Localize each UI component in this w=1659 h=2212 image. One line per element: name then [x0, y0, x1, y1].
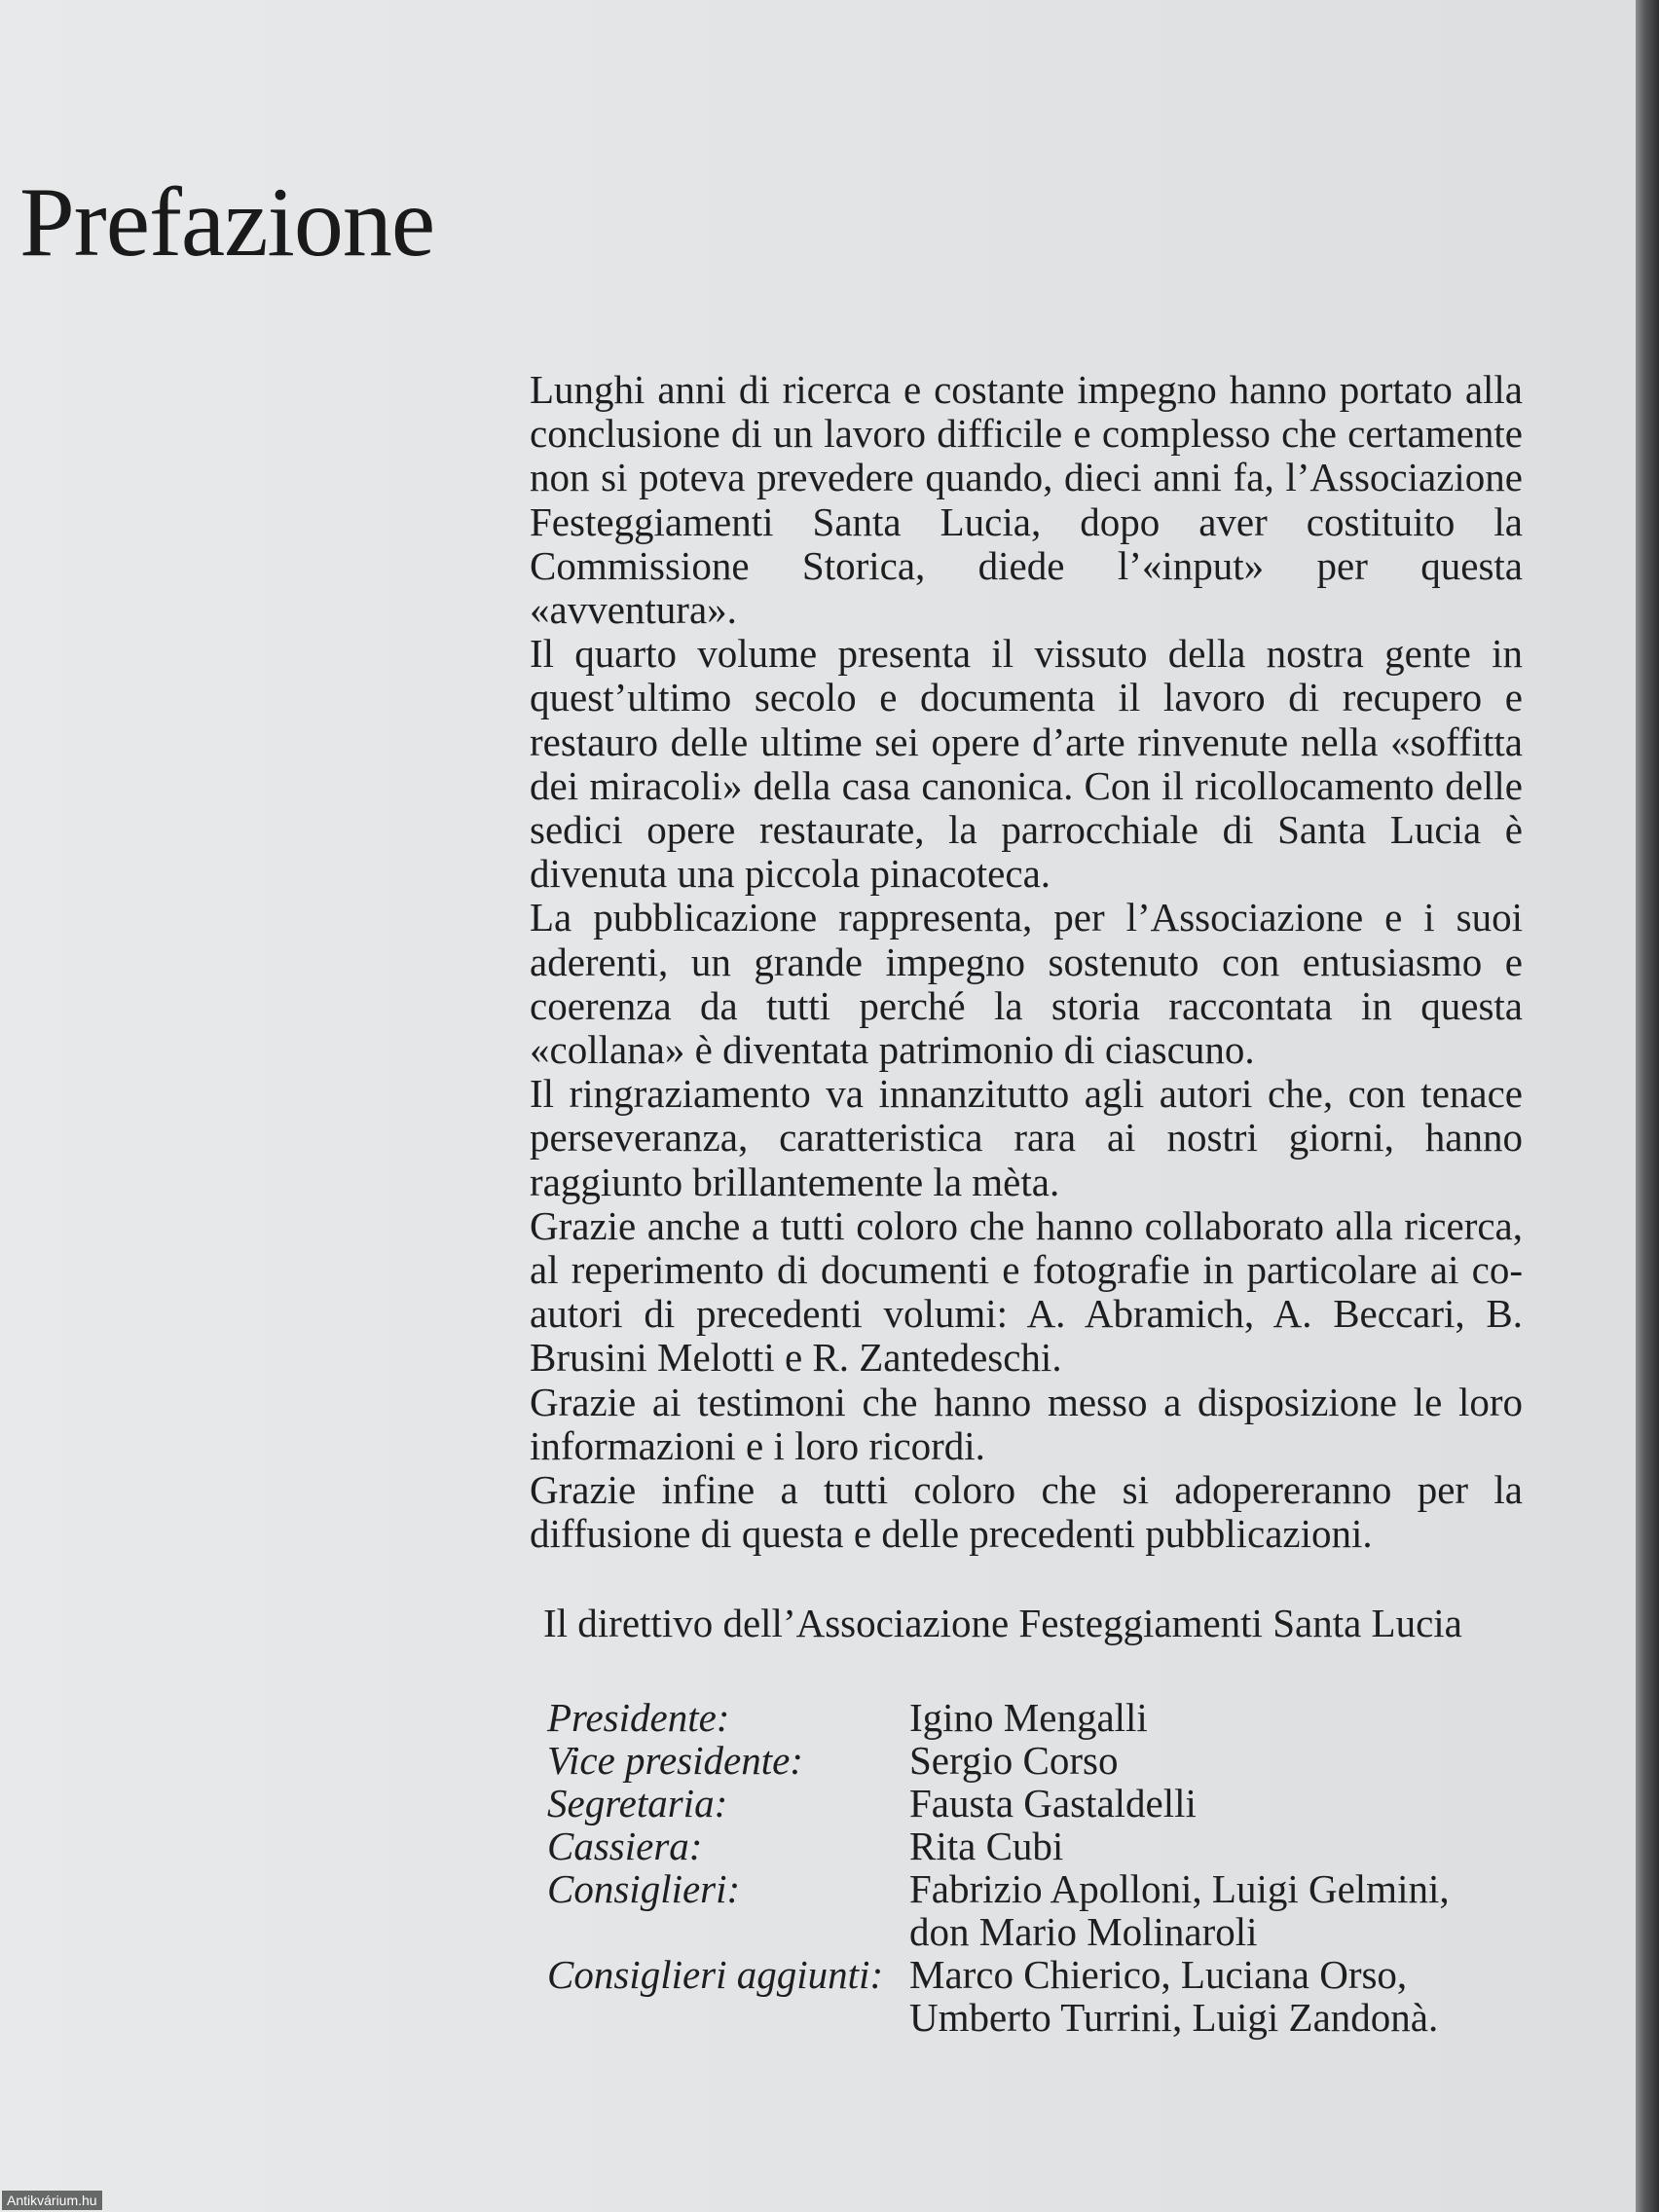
board-role: Vice presidente: [547, 1738, 803, 1783]
board-role: Presidente: [547, 1695, 730, 1740]
preface-body [530, 368, 1523, 1556]
board-row-cassiera [547, 1825, 1521, 1867]
signoff: Il direttivo dell’Associazione Festeggiamenti Santa Lucia [543, 1601, 1462, 1645]
watermark-label: Antikvárium.hu [2, 2191, 102, 2210]
book-spine-edge [1636, 0, 1659, 2212]
board-role: Consiglieri aggiunti: [547, 1952, 884, 1997]
board-names [909, 1867, 1521, 1953]
board-name-line: Fabrizio Apolloni, Luigi Gelmini, [909, 1866, 1450, 1911]
board-name-line: Umberto Turrini, Luigi Zandonà. [909, 1995, 1439, 2040]
board-list [547, 1696, 1521, 2039]
board-name-line: Sergio Corso [909, 1738, 1119, 1783]
board-names [909, 1953, 1521, 2039]
board-row-presidente [547, 1696, 1521, 1739]
board-role: Consiglieri: [547, 1866, 741, 1911]
board-name-line: Marco Chierico, Luciana Orso, [909, 1952, 1408, 1997]
paragraph: Grazie infine a tutti coloro che si adopereranno per la diffusione di questa e delle precedenti pubblicazioni. [530, 1467, 1523, 1557]
board-names [909, 1739, 1521, 1782]
paragraph: La pubblicazione rappresenta, per l’Associazione e i suoi aderenti, un grande impegno sostenuto con entusiasmo e coerenza da tutti perché la storia raccontata in questa «collana» è diventata patrimonio di ciascuno. [530, 895, 1523, 1073]
board-row-consiglieri [547, 1867, 1521, 1953]
board-role: Segretaria: [547, 1781, 728, 1825]
board-row-segretaria [547, 1782, 1521, 1825]
board-row-vice-presidente [547, 1739, 1521, 1782]
paragraph: Lunghi anni di ricerca e costante impegno hanno portato alla conclusione di un lavoro difficile e complesso che certamente non si poteva prevedere quando, dieci anni fa, l’Associazione Festeggiamenti Santa Lucia, dopo aver costituito la Commissione Storica, diede l’«input» per questa «avventura». [530, 367, 1523, 633]
board-row-consiglieri-aggiunti [547, 1953, 1521, 2039]
board-name-line: Igino Mengalli [909, 1695, 1148, 1740]
board-name-line: Rita Cubi [909, 1824, 1064, 1868]
paragraph: Grazie anche a tutti coloro che hanno collaborato alla ricerca, al reperimento di documenti e fotografie in particolare ai co-autori di precedenti volumi: A. Abramich, A. Beccari, B. Brusini Melotti e R. Zantedeschi. [530, 1202, 1523, 1381]
board-names [909, 1696, 1521, 1739]
board-name-line: Fausta Gastaldelli [909, 1781, 1197, 1825]
page-title: Prefazione [19, 167, 435, 277]
paragraph: Il quarto volume presenta il vissuto della nostra gente in quest’ultimo secolo e documenta il lavoro di recupero e restauro delle ultime sei opere d’arte rinvenute nella «soffitta dei miracoli» della casa canonica. Con il ricollocamento delle sedici opere restaurate, la parrocchiale di Santa Lucia è divenuta una piccola pinacoteca. [530, 631, 1523, 897]
board-role: Cassiera: [547, 1824, 703, 1868]
board-names [909, 1782, 1521, 1825]
paragraph: Il ringraziamento va innanzitutto agli autori che, con tenace perseveranza, caratteristica rara ai nostri giorni, hanno raggiunto brillantemente la mèta. [530, 1071, 1523, 1204]
paragraph: Grazie ai testimoni che hanno messo a disposizione le loro informazioni e i loro ricordi. [530, 1379, 1523, 1468]
board-name-line: don Mario Molinaroli [909, 1909, 1258, 1954]
board-names [909, 1825, 1521, 1867]
